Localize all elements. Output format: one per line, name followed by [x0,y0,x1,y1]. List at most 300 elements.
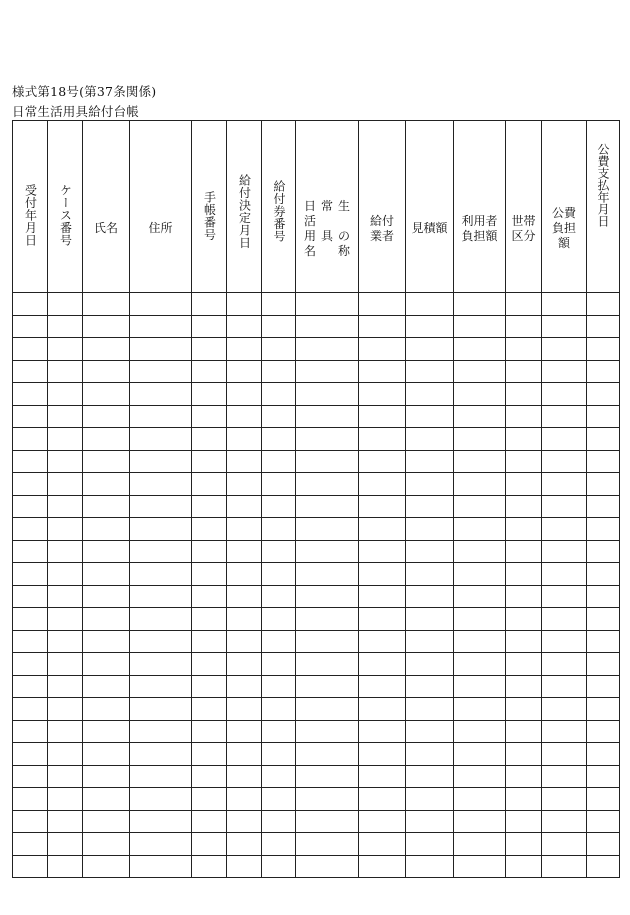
cell-household-class [506,293,542,316]
table-row [13,563,620,586]
cell-address [130,495,192,518]
cell-public-burden [542,833,587,856]
cell-payment-date [587,675,620,698]
cell-payment-date [587,473,620,496]
cell-voucher-number [262,518,296,541]
cell-decision-date [227,855,262,878]
cell-decision-date [227,518,262,541]
cell-equipment-name [296,518,359,541]
cell-estimate [406,473,454,496]
cell-estimate [406,833,454,856]
cell-voucher-number [262,833,296,856]
column-header-label: 給付 業者 [369,213,394,243]
cell-payment-date [587,518,620,541]
cell-equipment-name [296,540,359,563]
cell-address [130,630,192,653]
cell-payment-date [587,653,620,676]
table-row [13,495,620,518]
cell-household-class [506,383,542,406]
cell-estimate [406,698,454,721]
cell-handbook-number [192,405,227,428]
cell-public-burden [542,405,587,428]
cell-estimate [406,630,454,653]
cell-voucher-number [262,743,296,766]
cell-user-burden [454,743,506,766]
cell-supplier [359,630,406,653]
cell-equipment-name [296,360,359,383]
cell-case-number [48,540,83,563]
cell-equipment-name [296,383,359,406]
cell-case-number [48,293,83,316]
cell-user-burden [454,698,506,721]
cell-voucher-number [262,788,296,811]
cell-address [130,855,192,878]
cell-address [130,315,192,338]
cell-handbook-number [192,293,227,316]
cell-address [130,405,192,428]
cell-household-class [506,450,542,473]
table-row [13,383,620,406]
cell-name [83,675,130,698]
cell-reception-date [13,495,48,518]
cell-decision-date [227,720,262,743]
cell-reception-date [13,720,48,743]
cell-public-burden [542,585,587,608]
cell-user-burden [454,788,506,811]
cell-public-burden [542,473,587,496]
cell-address [130,383,192,406]
cell-equipment-name [296,675,359,698]
cell-estimate [406,518,454,541]
cell-decision-date [227,315,262,338]
cell-equipment-name [296,743,359,766]
table-row [13,698,620,721]
cell-estimate [406,405,454,428]
cell-case-number [48,338,83,361]
cell-public-burden [542,540,587,563]
cell-user-burden [454,833,506,856]
cell-address [130,788,192,811]
cell-case-number [48,563,83,586]
table-row [13,338,620,361]
cell-payment-date [587,788,620,811]
cell-payment-date [587,495,620,518]
table-row [13,608,620,631]
cell-case-number [48,810,83,833]
cell-estimate [406,540,454,563]
column-header-label: 世帯 区分 [511,213,536,243]
cell-reception-date [13,788,48,811]
cell-voucher-number [262,810,296,833]
column-header-label: 給付決定月日 [237,174,252,249]
cell-household-class [506,630,542,653]
table-row [13,675,620,698]
cell-name [83,743,130,766]
cell-case-number [48,585,83,608]
cell-voucher-number [262,338,296,361]
cell-public-burden [542,743,587,766]
cell-case-number [48,360,83,383]
cell-household-class [506,810,542,833]
cell-payment-date [587,450,620,473]
cell-equipment-name [296,338,359,361]
cell-equipment-name [296,765,359,788]
cell-voucher-number [262,540,296,563]
cell-user-burden [454,563,506,586]
cell-user-burden [454,810,506,833]
cell-household-class [506,360,542,383]
cell-user-burden [454,585,506,608]
cell-case-number [48,495,83,518]
cell-handbook-number [192,720,227,743]
table-row [13,810,620,833]
table-row [13,473,620,496]
cell-name [83,833,130,856]
cell-estimate [406,383,454,406]
cell-public-burden [542,720,587,743]
cell-estimate [406,743,454,766]
cell-user-burden [454,855,506,878]
cell-user-burden [454,495,506,518]
cell-estimate [406,653,454,676]
cell-user-burden [454,405,506,428]
cell-decision-date [227,653,262,676]
cell-user-burden [454,608,506,631]
column-header-handbook-number [192,121,227,293]
cell-public-burden [542,428,587,451]
cell-case-number [48,473,83,496]
cell-supplier [359,810,406,833]
cell-reception-date [13,855,48,878]
cell-decision-date [227,450,262,473]
cell-address [130,540,192,563]
cell-case-number [48,630,83,653]
cell-household-class [506,405,542,428]
cell-payment-date [587,360,620,383]
cell-equipment-name [296,833,359,856]
cell-equipment-name [296,315,359,338]
cell-name [83,608,130,631]
cell-supplier [359,563,406,586]
cell-supplier [359,518,406,541]
column-header-address [130,121,192,293]
cell-voucher-number [262,720,296,743]
cell-equipment-name [296,585,359,608]
cell-supplier [359,473,406,496]
cell-address [130,473,192,496]
cell-user-burden [454,765,506,788]
cell-name [83,428,130,451]
cell-user-burden [454,360,506,383]
cell-name [83,450,130,473]
cell-payment-date [587,585,620,608]
cell-decision-date [227,540,262,563]
cell-user-burden [454,630,506,653]
cell-estimate [406,765,454,788]
cell-estimate [406,315,454,338]
cell-reception-date [13,450,48,473]
cell-decision-date [227,383,262,406]
cell-payment-date [587,765,620,788]
column-header-label: ケース番号 [58,184,73,247]
cell-name [83,698,130,721]
cell-voucher-number [262,698,296,721]
column-header-estimate [406,121,454,293]
cell-estimate [406,608,454,631]
cell-handbook-number [192,518,227,541]
cell-estimate [406,675,454,698]
cell-supplier [359,653,406,676]
column-header-case-number [48,121,83,293]
cell-supplier [359,405,406,428]
cell-payment-date [587,630,620,653]
cell-name [83,383,130,406]
cell-handbook-number [192,563,227,586]
cell-supplier [359,675,406,698]
column-header-label: 公費支払年月日 [596,143,610,227]
cell-case-number [48,698,83,721]
table-row [13,360,620,383]
cell-name [83,653,130,676]
cell-equipment-name [296,428,359,451]
cell-handbook-number [192,585,227,608]
cell-voucher-number [262,608,296,631]
cell-name [83,720,130,743]
cell-public-burden [542,630,587,653]
cell-name [83,360,130,383]
cell-payment-date [587,720,620,743]
column-header-label: 住所 [148,221,173,235]
cell-decision-date [227,788,262,811]
cell-address [130,675,192,698]
cell-supplier [359,698,406,721]
cell-voucher-number [262,495,296,518]
cell-user-burden [454,540,506,563]
cell-name [83,765,130,788]
column-header-supplier [359,121,406,293]
cell-user-burden [454,428,506,451]
cell-household-class [506,563,542,586]
cell-voucher-number [262,428,296,451]
table-row [13,743,620,766]
column-header-equipment-name [296,121,359,293]
cell-address [130,428,192,451]
cell-payment-date [587,698,620,721]
cell-equipment-name [296,293,359,316]
cell-payment-date [587,563,620,586]
column-header-label: 見積額 [411,221,448,235]
cell-household-class [506,473,542,496]
cell-equipment-name [296,630,359,653]
cell-name [83,293,130,316]
cell-household-class [506,855,542,878]
cell-payment-date [587,383,620,406]
cell-name [83,855,130,878]
cell-case-number [48,383,83,406]
cell-household-class [506,585,542,608]
cell-case-number [48,855,83,878]
cell-estimate [406,563,454,586]
form-title: 日常生活用具給付台帳 [12,104,140,119]
cell-voucher-number [262,315,296,338]
column-header-reception-date [13,121,48,293]
cell-decision-date [227,428,262,451]
cell-address [130,360,192,383]
cell-public-burden [542,765,587,788]
cell-estimate [406,495,454,518]
cell-decision-date [227,608,262,631]
cell-supplier [359,788,406,811]
cell-supplier [359,540,406,563]
cell-voucher-number [262,473,296,496]
cell-address [130,720,192,743]
cell-household-class [506,518,542,541]
cell-handbook-number [192,788,227,811]
cell-household-class [506,495,542,518]
cell-handbook-number [192,338,227,361]
cell-user-burden [454,338,506,361]
cell-name [83,473,130,496]
cell-decision-date [227,585,262,608]
cell-handbook-number [192,495,227,518]
cell-supplier [359,608,406,631]
column-header-household-class [506,121,542,293]
cell-user-burden [454,473,506,496]
cell-voucher-number [262,450,296,473]
cell-public-burden [542,518,587,541]
cell-reception-date [13,428,48,451]
cell-reception-date [13,743,48,766]
cell-address [130,338,192,361]
cell-address [130,293,192,316]
cell-supplier [359,450,406,473]
cell-case-number [48,428,83,451]
cell-payment-date [587,293,620,316]
cell-decision-date [227,405,262,428]
cell-reception-date [13,608,48,631]
table-row [13,855,620,878]
cell-handbook-number [192,360,227,383]
column-header-label: 公費 負担 額 [551,206,576,250]
cell-case-number [48,788,83,811]
cell-name [83,563,130,586]
column-header-decision-date [227,121,262,293]
cell-reception-date [13,293,48,316]
cell-address [130,450,192,473]
cell-handbook-number [192,630,227,653]
cell-equipment-name [296,473,359,496]
cell-handbook-number [192,473,227,496]
cell-case-number [48,518,83,541]
cell-handbook-number [192,428,227,451]
table-row [13,405,620,428]
cell-name [83,540,130,563]
cell-estimate [406,585,454,608]
cell-household-class [506,608,542,631]
cell-address [130,765,192,788]
cell-payment-date [587,810,620,833]
cell-handbook-number [192,833,227,856]
cell-payment-date [587,428,620,451]
ledger-body [13,293,620,878]
cell-address [130,585,192,608]
table-row [13,518,620,541]
cell-equipment-name [296,405,359,428]
table-row [13,720,620,743]
cell-case-number [48,720,83,743]
cell-name [83,338,130,361]
cell-case-number [48,743,83,766]
cell-estimate [406,360,454,383]
table-row [13,540,620,563]
cell-estimate [406,293,454,316]
cell-estimate [406,338,454,361]
cell-voucher-number [262,653,296,676]
cell-supplier [359,360,406,383]
cell-decision-date [227,563,262,586]
cell-supplier [359,338,406,361]
cell-decision-date [227,743,262,766]
cell-reception-date [13,833,48,856]
cell-public-burden [542,383,587,406]
cell-reception-date [13,675,48,698]
column-header-label: 手帳番号 [202,190,217,241]
cell-case-number [48,765,83,788]
cell-reception-date [13,765,48,788]
cell-voucher-number [262,383,296,406]
cell-reception-date [13,810,48,833]
column-header-name [83,121,130,293]
cell-estimate [406,810,454,833]
cell-name [83,810,130,833]
cell-handbook-number [192,698,227,721]
cell-voucher-number [262,585,296,608]
cell-payment-date [587,315,620,338]
cell-reception-date [13,405,48,428]
cell-address [130,653,192,676]
cell-equipment-name [296,810,359,833]
cell-decision-date [227,833,262,856]
cell-user-burden [454,383,506,406]
cell-estimate [406,450,454,473]
cell-public-burden [542,315,587,338]
cell-supplier [359,315,406,338]
cell-supplier [359,428,406,451]
cell-equipment-name [296,698,359,721]
cell-supplier [359,383,406,406]
cell-decision-date [227,360,262,383]
cell-decision-date [227,810,262,833]
cell-address [130,563,192,586]
cell-voucher-number [262,360,296,383]
cell-estimate [406,788,454,811]
cell-handbook-number [192,315,227,338]
cell-public-burden [542,338,587,361]
cell-decision-date [227,765,262,788]
cell-voucher-number [262,855,296,878]
cell-payment-date [587,405,620,428]
cell-household-class [506,675,542,698]
cell-user-burden [454,315,506,338]
cell-public-burden [542,653,587,676]
cell-address [130,518,192,541]
table-row [13,428,620,451]
cell-supplier [359,720,406,743]
cell-household-class [506,788,542,811]
cell-decision-date [227,473,262,496]
cell-reception-date [13,630,48,653]
cell-user-burden [454,653,506,676]
